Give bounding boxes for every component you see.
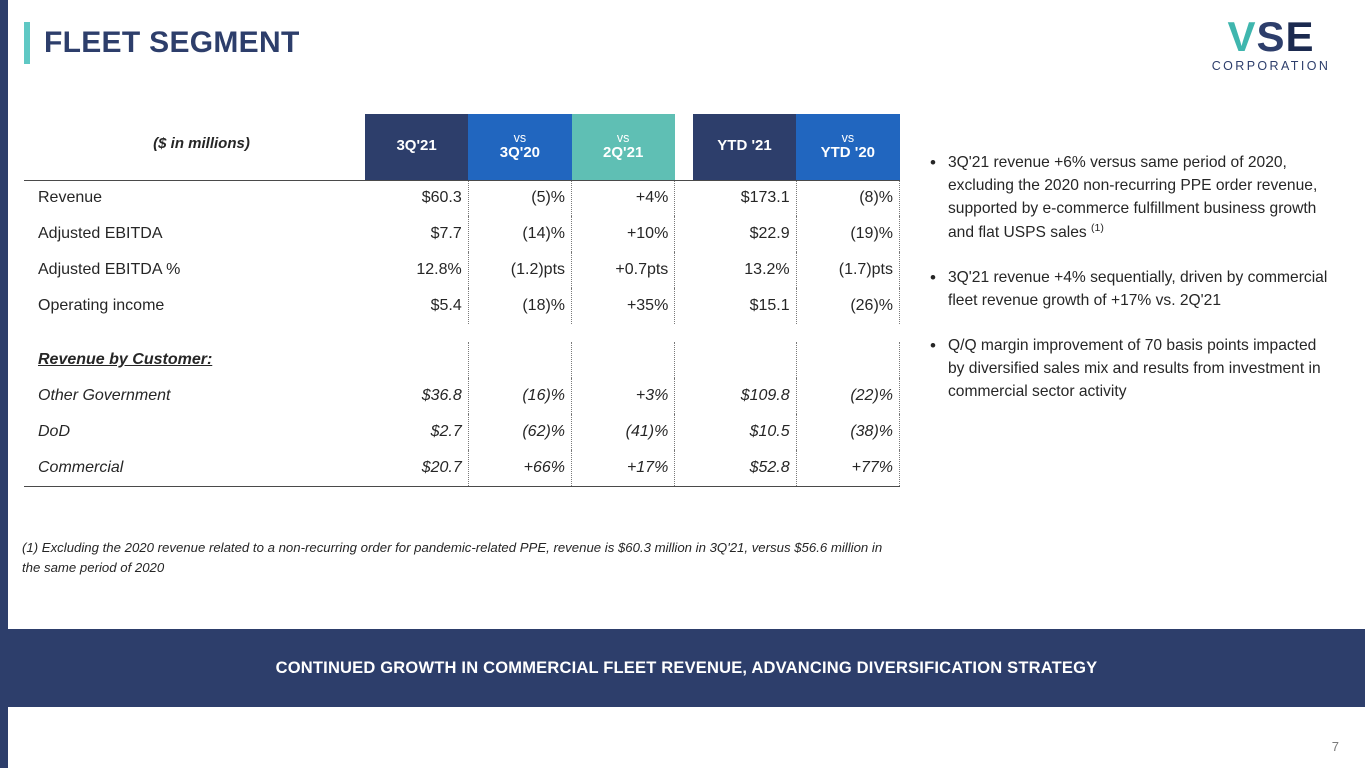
other-government-3q21: $36.8	[421, 387, 462, 404]
unit-note: ($ in millions)	[153, 135, 250, 153]
dod-ytd21: $10.5	[749, 423, 790, 440]
row-gap	[675, 252, 693, 288]
adjusted-ebitda-vs-ytd20: (19)%	[796, 216, 899, 252]
adjusted-ebitda-vs-3q20: (14)%	[468, 216, 571, 252]
vs-label-2q21: vs	[616, 131, 630, 146]
vs-label-ytd20: vs	[841, 131, 855, 146]
page-title: FLEET SEGMENT	[44, 26, 300, 59]
highlights-bullet-list	[930, 152, 1335, 425]
row-gap	[675, 378, 693, 414]
row-gap	[675, 450, 693, 486]
other-government-vs-2q21: +3%	[572, 378, 675, 414]
row-gap	[675, 414, 693, 450]
operating-income-vs-2q21: +35%	[572, 288, 675, 324]
row-gap	[675, 216, 693, 252]
adjusted-ebitda-vs-2q21: +10%	[572, 216, 675, 252]
footnote-text: (1) Excluding the 2020 revenue related to a non-recurring order for pandemic-related PPE, revenue is $60.3 million in 3Q'21, versus $56.6 million in the same period of 2020	[22, 540, 883, 576]
other-government-vs-ytd20: (22)%	[796, 378, 899, 414]
commercial-ytd21: $52.8	[693, 450, 796, 486]
operating-income-vs-3q20: (18)%	[468, 288, 571, 324]
row-gap	[675, 180, 693, 216]
table-row	[24, 378, 900, 414]
operating-income-vs-ytd20: (26)%	[796, 288, 899, 324]
page-number: 7	[1331, 739, 1339, 754]
other-government-ytd21: $109.8	[740, 387, 790, 404]
logo-letters	[1209, 13, 1333, 60]
row-label-other-government: Other Government	[38, 387, 171, 404]
logo-letter-e: E	[1285, 13, 1315, 60]
adjusted-ebitda-pct-ytd21: 13.2%	[744, 261, 790, 278]
table-row	[24, 216, 900, 252]
other-government-vs-3q20: (16)%	[468, 378, 571, 414]
logo-subtitle: CORPORATION	[1211, 59, 1331, 73]
row-label-commercial: Commercial	[24, 450, 365, 486]
list-item	[930, 267, 1335, 313]
adjusted-ebitda-pct-3q21: 12.8%	[416, 261, 462, 278]
footnote-marker-1: (1)	[1091, 221, 1104, 234]
column-header-2q21-label: 2Q'21	[603, 144, 644, 162]
operating-income-3q21: $5.4	[430, 297, 462, 314]
revenue-ytd21: $173.1	[693, 180, 796, 216]
adjusted-ebitda-pct-vs-ytd20: (1.7)pts	[796, 252, 899, 288]
revenue-vs-2q21: +4%	[572, 180, 675, 216]
left-edge-accent	[0, 0, 8, 768]
list-item	[930, 335, 1335, 404]
adjusted-ebitda-pct-vs-2q21: +0.7pts	[572, 252, 675, 288]
row-label-operating-income: Operating income	[38, 297, 165, 314]
title-accent-bar	[24, 22, 30, 64]
vs-label-3q20: vs	[513, 131, 527, 146]
table-section-header-row	[24, 342, 900, 378]
row-label-dod: DoD	[38, 423, 71, 440]
adjusted-ebitda-3q21: $7.7	[430, 225, 462, 242]
header-gap	[675, 114, 693, 180]
fleet-segment-financial-table	[24, 114, 900, 487]
bullet-dot-icon: •	[930, 153, 936, 172]
page-title-block	[24, 22, 300, 64]
adjusted-ebitda-ytd21: $22.9	[749, 225, 790, 242]
vse-corporation-logo	[1209, 13, 1333, 73]
row-label-adjusted-ebitda-pct: Adjusted EBITDA %	[38, 261, 181, 278]
row-gap	[675, 288, 693, 324]
revenue-vs-ytd20: (8)%	[796, 180, 899, 216]
footer-banner-text: CONTINUED GROWTH IN COMMERCIAL FLEET REVENUE, ADVANCING DIVERSIFICATION STRATEGY	[275, 658, 1098, 677]
column-header-vs-2q21	[572, 114, 675, 180]
column-header-3q20-label: 3Q'20	[499, 144, 541, 162]
bullet-text-3: Q/Q margin improvement of 70 basis points impacted by diversified sales mix and results from investment in commercial sector activity	[948, 336, 1321, 400]
operating-income-ytd21: $15.1	[749, 297, 790, 314]
column-header-ytd21-label: YTD '21	[717, 137, 772, 155]
footer-banner	[8, 629, 1365, 707]
dod-vs-2q21: (41)%	[572, 414, 675, 450]
commercial-vs-2q21: +17%	[572, 450, 675, 486]
logo-letter-s: S	[1256, 13, 1286, 60]
dod-vs-3q20: (62)%	[468, 414, 571, 450]
adjusted-ebitda-pct-vs-3q20: (1.2)pts	[468, 252, 571, 288]
column-header-ytd21	[693, 114, 796, 180]
commercial-vs-3q20: +66%	[468, 450, 571, 486]
dod-3q21: $2.7	[430, 423, 462, 440]
bullet-text-1	[948, 152, 1335, 245]
bullet-dot-icon: •	[930, 267, 936, 287]
row-label-revenue: Revenue	[24, 180, 365, 216]
column-header-vs-ytd20	[796, 114, 899, 180]
column-header-3q21	[365, 114, 468, 180]
bullet-dot-icon: •	[930, 335, 936, 355]
section-label-revenue-by-customer: Revenue by Customer:	[38, 351, 213, 368]
commercial-3q21: $20.7	[365, 450, 468, 486]
table-row	[24, 180, 900, 216]
financial-table-zone	[24, 114, 904, 487]
table-row	[24, 252, 900, 288]
row-label-adjusted-ebitda: Adjusted EBITDA	[38, 225, 163, 242]
revenue-3q21: $60.3	[365, 180, 468, 216]
column-header-vs-3q20	[468, 114, 571, 180]
table-spacer-row	[24, 324, 900, 342]
bullet-text-2: 3Q'21 revenue +4% sequentially, driven by commercial fleet revenue growth of +17% vs. 2Q'21	[948, 268, 1328, 309]
table-row	[24, 450, 900, 486]
list-item	[930, 152, 1335, 245]
column-header-3q21-label: 3Q'21	[396, 137, 437, 155]
bullet-text-1-body: 3Q'21 revenue +6% versus same period of 2020, excluding the 2020 non-recurring PPE order revenue, supported by e-commerce fulfillment business growth and flat USPS sales	[948, 154, 1318, 241]
table-header-row	[24, 114, 900, 180]
column-header-ytd20-label: YTD '20	[820, 144, 876, 162]
revenue-vs-3q20: (5)%	[468, 180, 571, 216]
table-row	[24, 414, 900, 450]
table-row	[24, 288, 900, 324]
dod-vs-ytd20: (38)%	[796, 414, 899, 450]
logo-letter-v: V	[1227, 13, 1257, 60]
commercial-vs-ytd20: +77%	[796, 450, 899, 486]
